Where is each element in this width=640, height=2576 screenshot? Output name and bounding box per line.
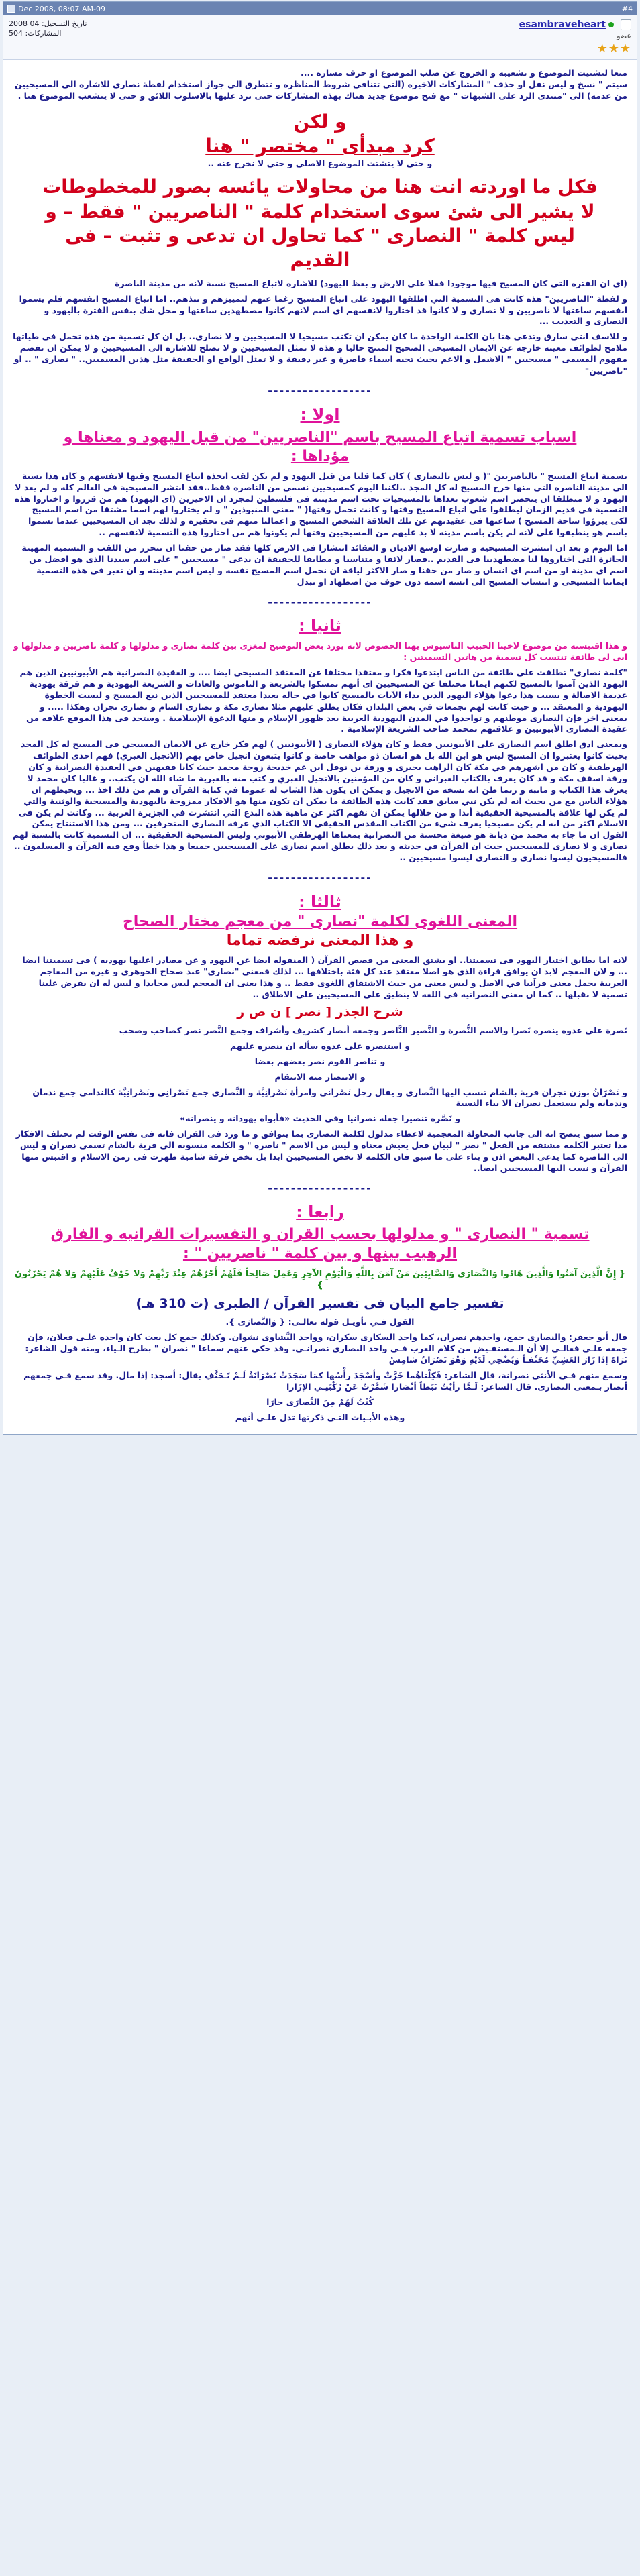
online-status-icon xyxy=(608,22,614,27)
heading-thalithan-title: المعنى اللغوى لكلمة "نصارى " من معجم مختار الصحاح xyxy=(122,913,518,930)
user-title: عضو xyxy=(617,32,631,40)
paragraph-2: و لفظة "الناصريين" هذه كانت هى التسمية التي اطلقها اليهود على اتباع المسيح رغما عنهم لتمييزهم و نبذهم.. اما اتباع المسيح انفسهم فلم يسموا انفسهم ساعتها لا ناصريين و لا نصارى و لا كانوا قد اختاروا لانفسهم اى اسم لانهم كانوا مضطهدين ساعتها و محل شك بنفس الفترة باليهود و النصارى و التعذيب ... xyxy=(19,293,627,327)
heading-main-claim: فكل ما اوردته انت هنا من محاولات يائسه بصور للمخطوطات لا يشير الى شئ سوى استخدام كلمة " الناصريين " فقط – و ليس كلمة " النصارى " كما تحاول ان تدعى و تثبت – فى القديم xyxy=(42,176,598,272)
paragraph-8: وبمعنى ادق اطلق اسم النصارى على الأبيونيين فقط و كان هؤلاء النصارى ( الأبيونيين ) لهم فكر خارج عن الايمان المسيحي فى المسيح له كل المجد بحيث كانوا يعتبروا ان المسيح ليس هو ابن الله بل هو انسان ذو مواهب خاصة و كانوا يتبعون انجيل خاص بهم (الانجيل العبري) فهم احدى الطوائف الهرطقية و كان من اشهرهم في مكة كان الراهب بحيرى و ورقة بن نوفل ابن عم خديجة زوجة محمد حيث كانا فقيهين في العقيدة النصرانية و كان ورقة اسقف مكة و قد كان يعرف بالكتاب العبراني و كان من المؤمنين بالانجيل العبري و كتب منه بالعبرية ما شاء الله ان يكتب.. و غالبا كان محمد لا يعرف هذا الكتاب و ماتبه و ربما ظن انه نسخه من الانجيل و يمكن ان يكون هذا الشاب له عموما في كتابة القرآن و هم من ذلك اخذ ... ويحيطهم ان هؤلاء الناس مع من بحيث انه لم يكن نبي سابق فقد كانت هذه الطائفة ما يمكن ان تكون منها هو الافكار ممزوجة باليهودية والمسيحية والوثنية والتي لم يكن لها علاقة بالمسيحية الحقيقية أبدا و من خلالها يمكن ان نفهم اكثر عن ماهية هذه البدع التي انتشرت في الجزيرة العربية ... وكانت لم يكن فى الاسلام اكثر من انه لم يكن مسيحيا يعرف شىء من الكتاب المقدس الحقيقي الا الكتاب الذي عرفه النصارى المنحرفين ... ومن هذا الاستنتاج يمكن القول ان ما جاء به محمد من ديانة هو صيغة محسنة من النصرانية بمعناها الهرطقي الأبيوني وليس المسيحية الحقيقية ... ان التسمية كانت بالنسبة لهم نصارى و لا نصارى للمسيحيين حيث ان القرآن في حديثه و بعد ذلك يطلق اسم نصارى على المسيحيين جميعا و هذا خطأ وقع فيه القرآن و المسلمون .. فالمسيحيون ليسوا نصارى و النصارى ليسوا مسيحيين .. xyxy=(13,739,627,863)
separator-2: ------------------ xyxy=(268,595,372,608)
paragraph-9: لانه اما يطابق اختيار اليهود فى تسميتنا.. او يشتق المعنى من قصص القرآن ( المنقوله ايضا عن اليهود و عن مصادر اغلبها يهوديه ) فى تسميتنا ايضا ... و لان المعجم لابد ان يوافق قراءة الذى هو اصلا معتقد عند كل فئة باختلافها ... لذلك فمعنى "نصارى" عند صحاح الجوهرى و غيره من المعاجم العربية يحمل معنى قرآنيا في الاصل و ليس معنى من حيث الاشتقاق اللغوى فقط .. و هذا يعنى ان المعجم ليس محايدا و ليس له ان يفرض علينا تسمية لا نقبلها .. كما ان معنى النصرانيه فى اللغه لا ينطبق على المسيحيين على الاطلاق .. xyxy=(22,954,627,999)
user-rank-stars-icon: ★★★ xyxy=(596,42,631,56)
paragraph-20: كُنْتُ لَهُمْ مِنَ النَّصارَى جارَا xyxy=(266,1396,374,1407)
post-header xyxy=(3,15,637,60)
heading-rabian-title: تسمية " النصارى " و مدلولها بحسب القران و التفسيرات القرانيه و الفارق الرهيب بينها و بين كلمة " ناصريين " : xyxy=(50,1226,590,1263)
heading-thaniyan: ثانيا : xyxy=(299,616,341,636)
paragraph-1: (اى ان الفتره التى كان المسيح فيها موجودا فعلا على الارض و بعظ اليهود) للاشاره لاتباع المسيح نسبة لانه من مدينة الناصرة xyxy=(114,278,627,288)
post-count: المشاركات: 504 xyxy=(9,29,62,38)
heading-awalan: اولا : xyxy=(300,405,340,425)
post-date: Dec 2008, 08:07 AM-09 xyxy=(18,4,105,13)
paragraph-19: وسمع منهم فـي الأنثى نصرانة، قال الشاعر: فَكِلْتاهُما خَرَّتْ وأسْجَدَ رأْسُها كمَا سَجَدَتْ نَصْرَانَةٌ لَـمْ تَـحَنَّفِ يقال: أسجد: إذا مال. وقد سمع فـي جمعهم أنصار بـمعنى النصارى. قال الشاعر: لَـمَّا رأيْتُ نَبَطاً أنْصَارا شَمَّرْتُ عَنْ رُكْبَتِـي الإزَارا xyxy=(23,1369,627,1392)
paragraph-7: "كلمة نصارى" تطلقت على طائفة من الناس ابتدعوا فكرا و معتقدا مختلفا عن المعتقد المسيحى ايضا .... و العقيدة النصرانية هم الأبيونيين الذين هم اليهود الذين آمنوا بالمسيح لكنهم ايمانا مختلفا عن المسيحيين اى أنهم تمسكوا بالشريعة و الناموس والعادات و الشريعة اليهودية و هم فرقة يهودية عديمة الاصالة و بسبب هذا دعوا هؤلاء اليهود الذين بداء الآيات بالمسيح كانوا في حاله بعيدا معتقد للمسيحيين الذين نبع المسيح و ليست الخطوة اليهودية و المعتقد ... و حيث كانت لهم تجمعات في بعض البلدان فكان يطلق عليهم مثلا نصارى مكة و نصارى الشام و نصارى نجران وهكذا ..... و بمعنى اخر فإن النصارى موطنهم و تواجدوا في المدن اليهودية العربية بعد ظهور الإسلام و منها الدعوة الإسلامية . وستجد فى هذا الموقع علاقه من عقيدة النصارى الأبيونيين و علاقتهم بمحمد صاحب الشريعة الإسلامية . xyxy=(19,667,627,734)
heading-awalan-title: اسباب تسمية اتباع المسيح باسم "الناصريين" من قبل اليهود و معناها و مؤداها : xyxy=(63,429,577,465)
post-number[interactable]: #4 xyxy=(621,4,633,13)
separator-3: ------------------ xyxy=(268,871,372,884)
paragraph-16: و مما سبق يتضح انه الى جانب المحاولة المعجمية لاعطاء مدلول لكلمة النصارى بما يتوافق و ما ورد فى القران فانه فى نفس الوقت لم تختلف الافكار مدا تعتبر الكلمه مشتقه من الفعل " نصر " لبيان فعل يعيش معناه و ليس من الاسم " ناصره " و الكلمه منسوبه الى قرية بالشام تسمى نصران و ليس الى الناصره كما يدعى البعض اذن و بناء على ما سبق فان الكلمه لا تخص المسيحيين ابدا بل تخص فرقة شامية ظهرت فى زمن الاسلام و اقتبس منها القرآن و نسب اليها المسيحيين ايضا.. xyxy=(15,1129,627,1173)
heading-rabian: رابعا : xyxy=(296,1202,344,1222)
separator-4: ------------------ xyxy=(268,1181,372,1194)
user-info xyxy=(519,19,631,56)
join-date: تاريخ التسجيل: 04 2008 xyxy=(9,19,87,28)
paragraph-21: وهذه الأبـيات التـي ذكرتها تدل علـى أنهم xyxy=(235,1412,405,1422)
quran-verse: { إِنَّ الَّذِينَ آمَنُوا وَالَّذِينَ هَادُوا وَالنَّصَارَى وَالصَّابِئِينَ مَنْ آمَنَ بِاللَّهِ وَالْيَوْمِ الآخِرِ وَعَمِلَ صَالِحاً فَلَهُمْ أَجْرُهُمْ عِنْدَ رَبِّهِمْ وَلا خَوْفٌ عَلَيْهِمْ وَلا هُمْ يَحْزَنُونَ } xyxy=(14,1268,626,1291)
paragraph-18: قال أبو جعفر: والنصارى جمع، واحدهم نصران، كما واحد السكارى سكران، وواحد النَّشاوى نشوان. وكذلك جمع كل نعت كان واحده علـى فعلان، فإن جمعه علـى فعالـى إلا أن الـمستفـيض من كلام العرب فـي واحد النصارى نصرانـي. وقد حكي عنهم سماعا " نصران " بطرح الـياء، ومنه قول الشاعر: تَرَاهُ إذَا زَارَ العَشِيِّ مُحَنِّفـاً وَيُضْحِي لَدَيْهِ وَهْوَ نَصْرَانُ شامِسُ xyxy=(25,1332,627,1365)
paragraph-14: و نَصْرَانُ بوزن نجران قرية بالشام تنسب اليها النَّصارى و يقال رجل نَصْرانى وامرأة نَصْرانِيَّة و النَّصارى جمع نَصْرانِى ونَصْرانِيَّة كالندامى جمع ندمان وندمانه ولم يستعمل نصران الا بياء النسبة xyxy=(32,1086,627,1109)
paragraph-15: و نَصَّره تنصيرا جعله نصرانيا وفى الحديث «فأبواه يهودانه و ينصرانه» xyxy=(180,1113,460,1124)
paragraph-13: و الانتصار منه الانتقام xyxy=(274,1071,366,1082)
heading-kard-sub: و حتى لا يتشتت الموضوع الاصلى و حتى لا نخرج عنه .. xyxy=(207,158,433,169)
heading-sharh: شرح الجذر [ نصر ] ن ص ر xyxy=(237,1005,403,1020)
user-stats xyxy=(9,19,87,38)
intro-text: منعا لتشتيت الموضوع و تشعيبه و الخروج عن صلب الموضوع او حرف مساره .... سيتم " نسخ و ليس نقل او حذف " المشاركات الاخيره (التي تتنافى شروط المناظره و تتطرق الى جواز استخدام لفظة نصارى للاشاره الى المسيحيين من عدمه) الى "منتدى الرد على الشبهات " مع فتح موضوع جديد هناك بهذه المشاركات حتى ترد عليها بالاسلوب اللائق و حتى لا يتشعب الموضوع هنا . xyxy=(14,68,627,101)
paragraph-17: القول فـي تأويـل قوله تعالـى: { وَالنَّصارَى }. xyxy=(225,1317,415,1327)
paragraph-5: اما اليوم و بعد ان انتشرت المسيحيه و صارت اوسع الاديان و العقائد انتشارا فى الارض كلها فقد صار من حقنا ان نتحرر من اللقب و التسميه المهينة الجائرة التى اختاروها لنا مضطهدينا فى القديم ..فصار لائقا و متناسبا و مطابقا للحقيقة ان ندعى " مسيحيين " على اسم سيدنا الذى هو افضل من اسم اى مدينة او من اسم اى انسان و صار من حقنا و صار الاكثر لياقة ان نحمل اسم المسيح نفسه و ليس اسم مدينته و ان نعبر فى هذه التسمية ايماننا المسيحى و انتساب المسيح الى انسه اسمه دون خوف من اضطهاد او تبدل xyxy=(21,543,627,587)
paragraph-11: و استنصره على عدوه سأله ان ينصره عليهم xyxy=(230,1040,410,1051)
post-icon xyxy=(7,5,15,13)
post-body xyxy=(3,60,637,1434)
paragraph-3: و للاسف انتى سارق وتدعى هنا بان الكلمة الواحدة ما كان يمكن ان تكتب مسيحيا لا المسيحيين و لا نصارى.. بل ان كل تسمية من هذه تحمل فى طياتها ملامح لطوائف معينه خارجه عن الايمان المسيحى الصحيح المنتج حاليا و هذه لا تمثل المسيحيين و لا تصلح للاشاره الى المسيحيين و لا يمكن ان نفصم مفهوم المسمى " مسيحيين " الاشمل و الاعم بحيث تحيه اسماء قاصرة و غير دقيقة و لا تمثل الواقع او الحقيقة مثل هذين المسميين.. " نصارى " .. او "ناصريين" xyxy=(13,331,627,376)
heading-kard: كرد مبدأى " مختصر " هنا xyxy=(205,135,435,158)
heading-tafsir: تفسير جامع البيان فى تفسير القرآن / الطبرى (ت 310 هـ) xyxy=(136,1296,504,1311)
paragraph-10: نَصرة على عدوه ينصره نَصرا والاسم النُّصرة و النَّصير النَّاصر وجمعه أنصار كشريف وأشراف وجمع النَّصر نصر كصاحب وصحب xyxy=(119,1025,627,1036)
heading-walakin: و لكن xyxy=(293,110,347,133)
heading-thalithan: ثالثا : xyxy=(299,892,341,911)
post-menu-icon[interactable] xyxy=(621,19,631,30)
post-topbar xyxy=(3,2,637,15)
paragraph-12: و تناصر القوم نصر بعضهم بعضا xyxy=(254,1056,386,1066)
separator-1: ------------------ xyxy=(268,384,372,397)
post-container xyxy=(3,1,637,1435)
heading-reject: و هذا المعنى نرفضه تماما xyxy=(226,932,414,950)
username-link[interactable]: esambraveheart xyxy=(519,19,606,30)
paragraph-4: تسمية اتباع المسيح " بالناصريين "( و ليس بالنصارى ) كان كما قلنا من قبل اليهود و لم يكن لقب اتخذه اتباع المسيح وقتها لانفسهم و كان هذا نسبة الى مدينة الناصره التى منها خرج المسيح له كل المجد ..لكننا اليوم كمسيحيين نسمى من الناصره فقط..فقد انتشر المسيحية في العالم كله و لم يعد لا اليهود و لا منطلقا ان يتحضر اسم شعوب تعداها بالمسيحيات تحت اسم مدينته فى فلسطين لمجرد ان الاخيرين (اى اليهود) هم من قرروا و اختاروا هذه التسمية فى قديم الزمان ليطلقوا على اتباع المسيح وقتها و كانت تحمل وقتها( " معنى المنبوذين " و لم يختاروا لهم اسما مشتقا من اسم المسيح لكى يبرؤوا ساحة المسيح ) ساعتها فى عقيدتهم عن تلك العلاقة الشخص المسيح و اعمالنا منهم فى تحقيره و لذلك نجد ان المسيحيين عندما تسموا باسم هو ينطبقوا على لانه لم يكن باسم مدينه لا بد عليهم من المسيحيين وقتها لم يكونوا هم من اختاروا هذه التسمية لانفسهم .. xyxy=(14,470,627,538)
paragraph-6-quote-intro: و هذا اقتبسته من موضوع لاخينا الحبيب الناسيوس يهنا الخصوص لانه يورد بعض التوضيح لمغزى بين كلمة نصارى و مدلولها و كلمة ناصريين و مدلولها و انى لى طائفة تنتسب كل تسمية من هاتين التسميتين : xyxy=(13,640,627,663)
